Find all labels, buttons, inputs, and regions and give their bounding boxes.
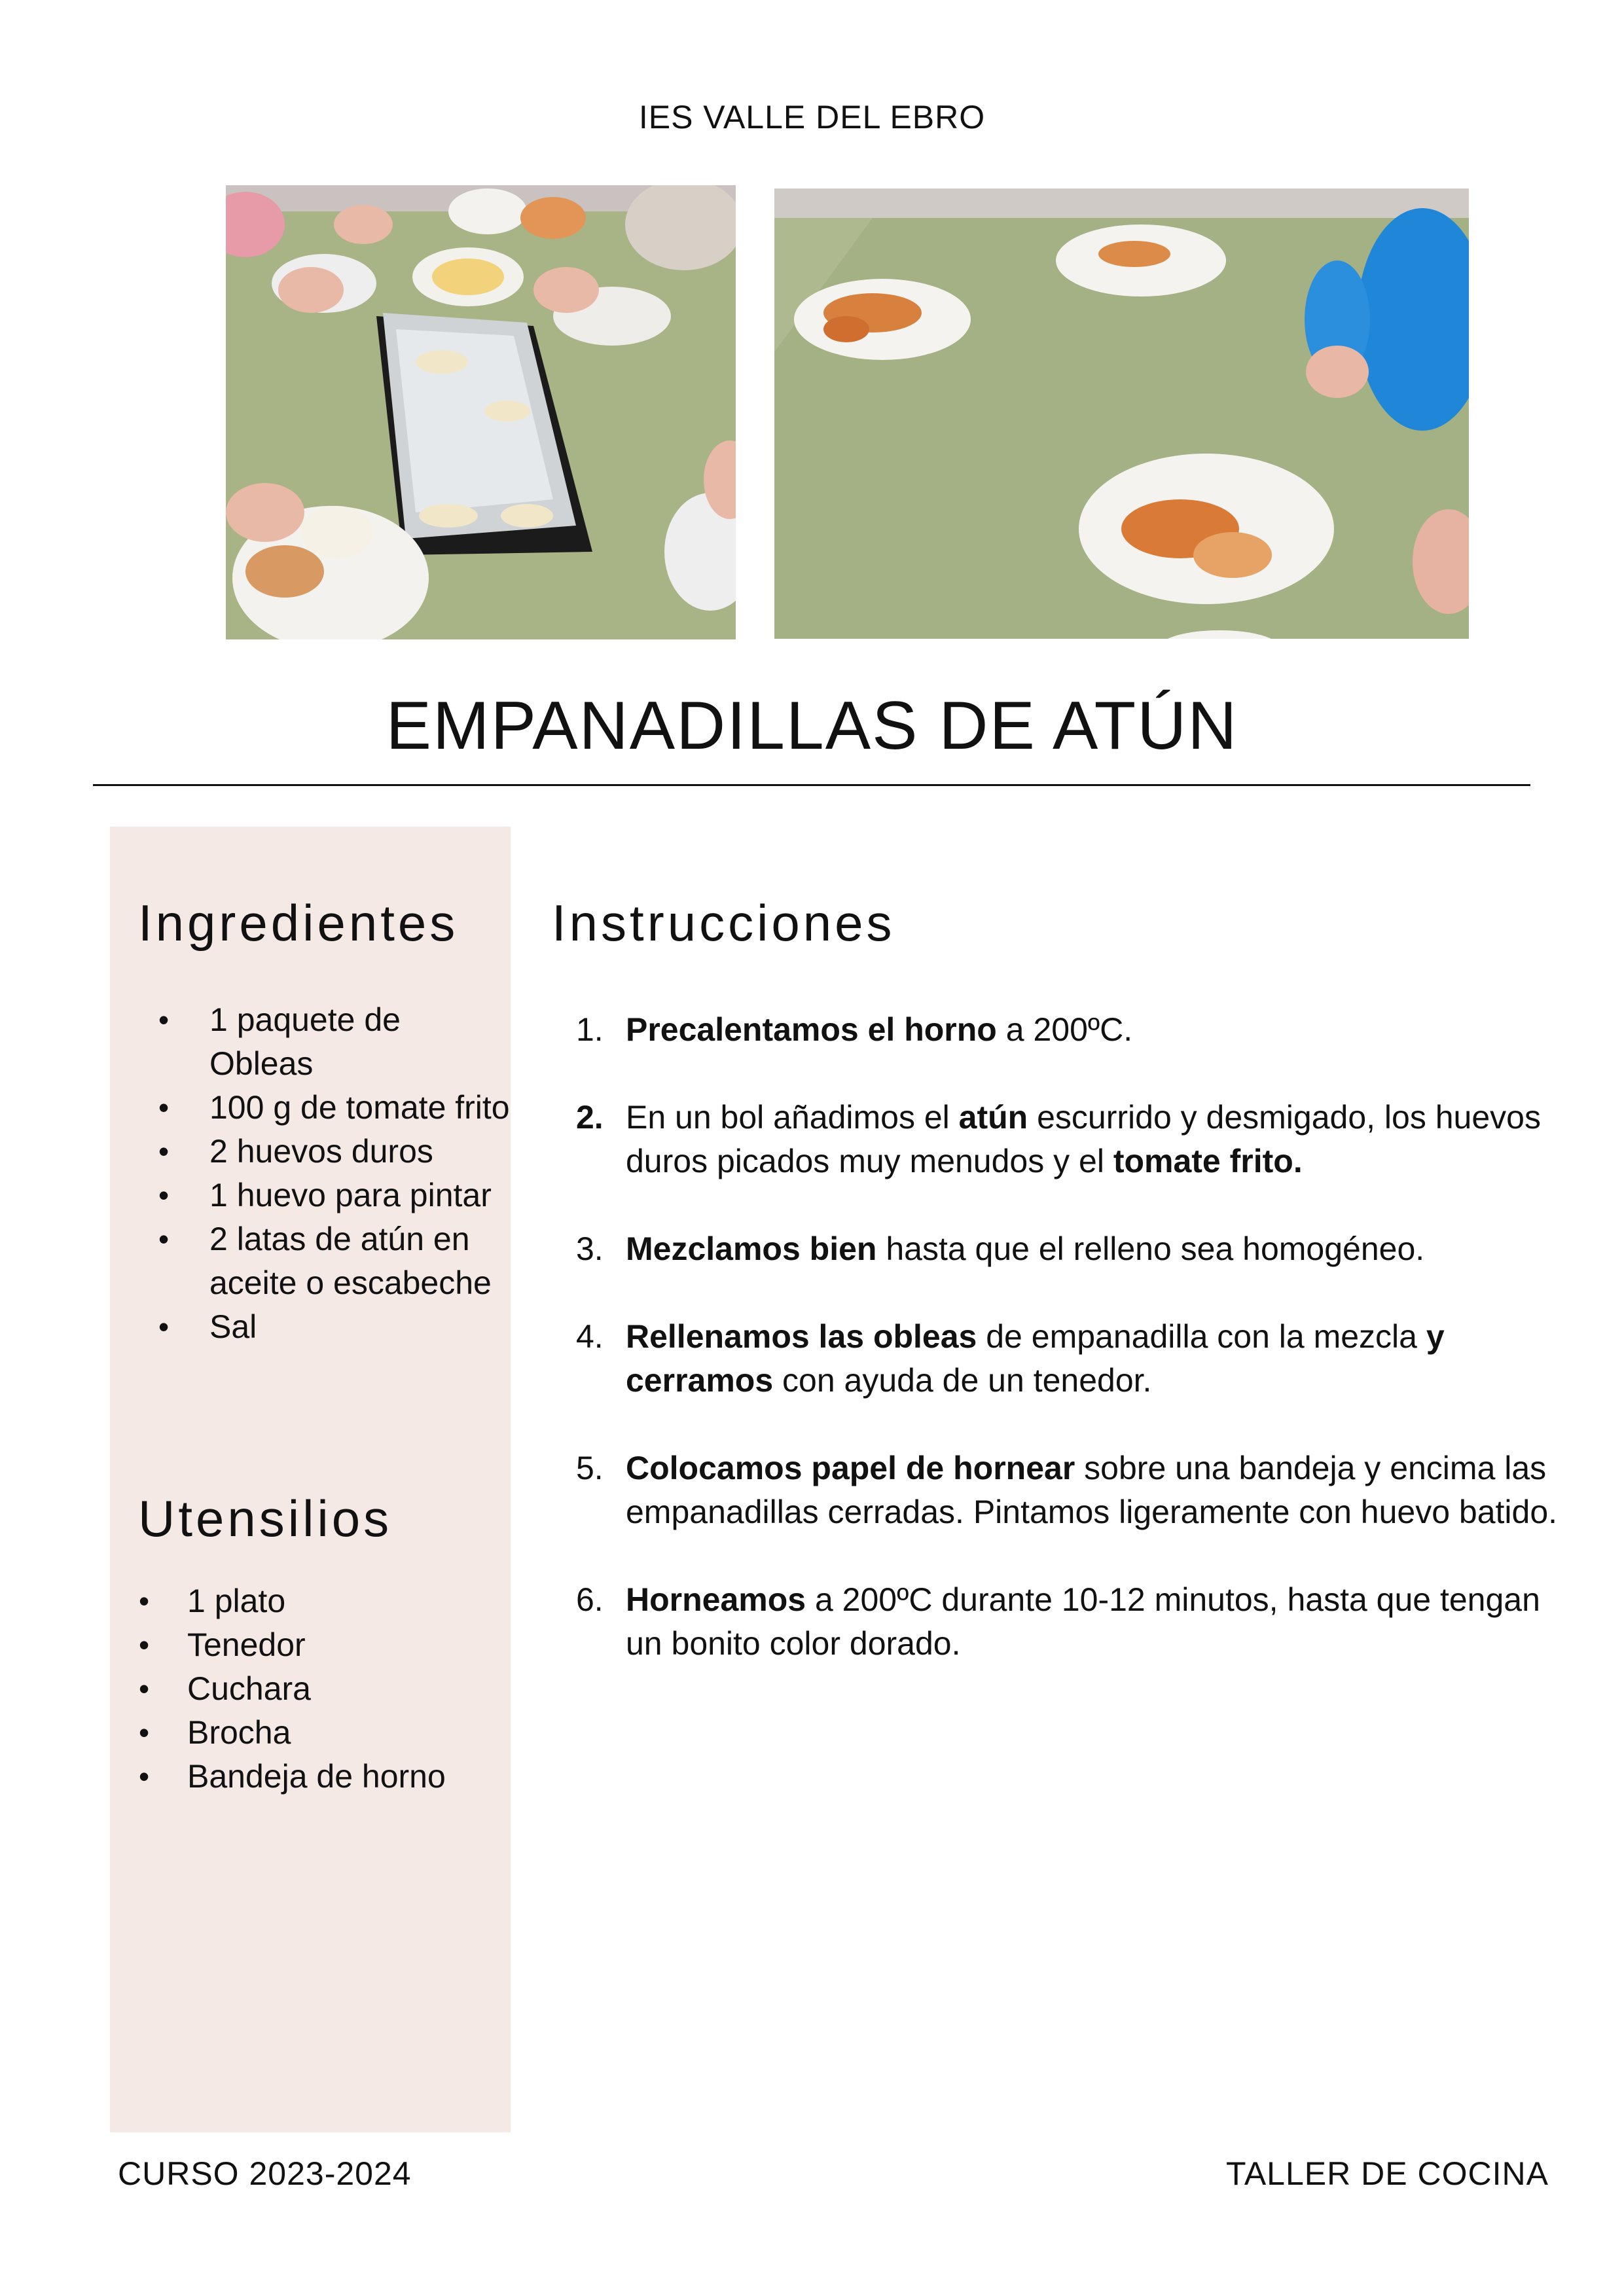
- step-number: 4.: [576, 1318, 604, 1355]
- utensils-heading: Utensilios: [138, 1490, 393, 1547]
- step-number: 2.: [576, 1099, 604, 1136]
- list-item: • 1 huevo para pintar: [209, 1174, 511, 1217]
- step-text: a 200ºC.: [996, 1011, 1133, 1048]
- list-item: • 1 paquete de Obleas: [209, 998, 511, 1086]
- title-divider: [93, 784, 1530, 786]
- list-item: • Brocha: [187, 1711, 501, 1755]
- photo-preparing-empanadillas: [226, 185, 736, 639]
- step-bold-text: tomate frito.: [1113, 1143, 1303, 1179]
- step-text: En un bol añadimos el: [626, 1099, 959, 1136]
- step-number: 6.: [576, 1581, 604, 1618]
- step-text: con ayuda de un tenedor.: [773, 1362, 1152, 1399]
- photo-baked-empanadillas: [774, 188, 1469, 639]
- footer-course: CURSO 2023-2024: [118, 2155, 412, 2192]
- step-number: 5.: [576, 1450, 604, 1486]
- step-bold-text: Precalentamos el horno: [626, 1011, 997, 1048]
- step-bold-text: Colocamos papel de hornear: [626, 1450, 1075, 1486]
- step-text: escurrido y desmigado, los huevos duros picados muy menudos y el: [626, 1099, 1541, 1179]
- step-text: sobre una bandeja y encima las empanadillas cerradas. Pintamos ligeramente con huevo batido.: [626, 1450, 1558, 1530]
- recipe-title: EMPANADILLAS DE ATÚN: [386, 688, 1238, 764]
- list-item: • Tenedor: [187, 1623, 501, 1667]
- instruction-step: [576, 1578, 1571, 1666]
- step-bold-text: y cerramos: [626, 1318, 1445, 1399]
- list-item: • Sal: [209, 1305, 511, 1349]
- step-bold-text: atún: [958, 1099, 1028, 1136]
- step-number: 1.: [576, 1011, 604, 1048]
- step-bold-text: Horneamos: [626, 1581, 806, 1618]
- step-number: 3.: [576, 1230, 604, 1267]
- list-item: • 100 g de tomate frito: [209, 1086, 511, 1130]
- instructions-heading: Instrucciones: [552, 894, 895, 952]
- instruction-step: [576, 1227, 1571, 1271]
- step-text: a 200ºC durante 10-12 minutos, hasta que tengan un bonito color dorado.: [626, 1581, 1540, 1662]
- list-item: • 2 latas de atún en aceite o escabeche: [209, 1217, 511, 1305]
- instruction-step: [576, 1315, 1571, 1403]
- step-bold-text: Mezclamos bien: [626, 1230, 877, 1267]
- step-bold-text: Rellenamos las obleas: [626, 1318, 977, 1355]
- footer-workshop: TALLER DE COCINA: [1226, 2155, 1549, 2192]
- utensils-list: [187, 1579, 501, 1799]
- ingredients-heading: Ingredientes: [138, 894, 459, 952]
- instruction-step: [576, 1446, 1571, 1534]
- school-name: IES VALLE DEL EBRO: [638, 99, 986, 135]
- list-item: • Bandeja de horno: [187, 1755, 501, 1799]
- instruction-step: [576, 1096, 1571, 1183]
- instruction-step: [576, 1008, 1571, 1052]
- list-item: • Cuchara: [187, 1667, 501, 1711]
- step-text: hasta que el relleno sea homogéneo.: [876, 1230, 1425, 1267]
- instructions-list: [576, 1008, 1571, 1710]
- list-item: • 1 plato: [187, 1579, 501, 1623]
- list-item: • 2 huevos duros: [209, 1130, 511, 1174]
- step-text: de empanadilla con la mezcla: [977, 1318, 1426, 1355]
- ingredients-list: [209, 998, 511, 1349]
